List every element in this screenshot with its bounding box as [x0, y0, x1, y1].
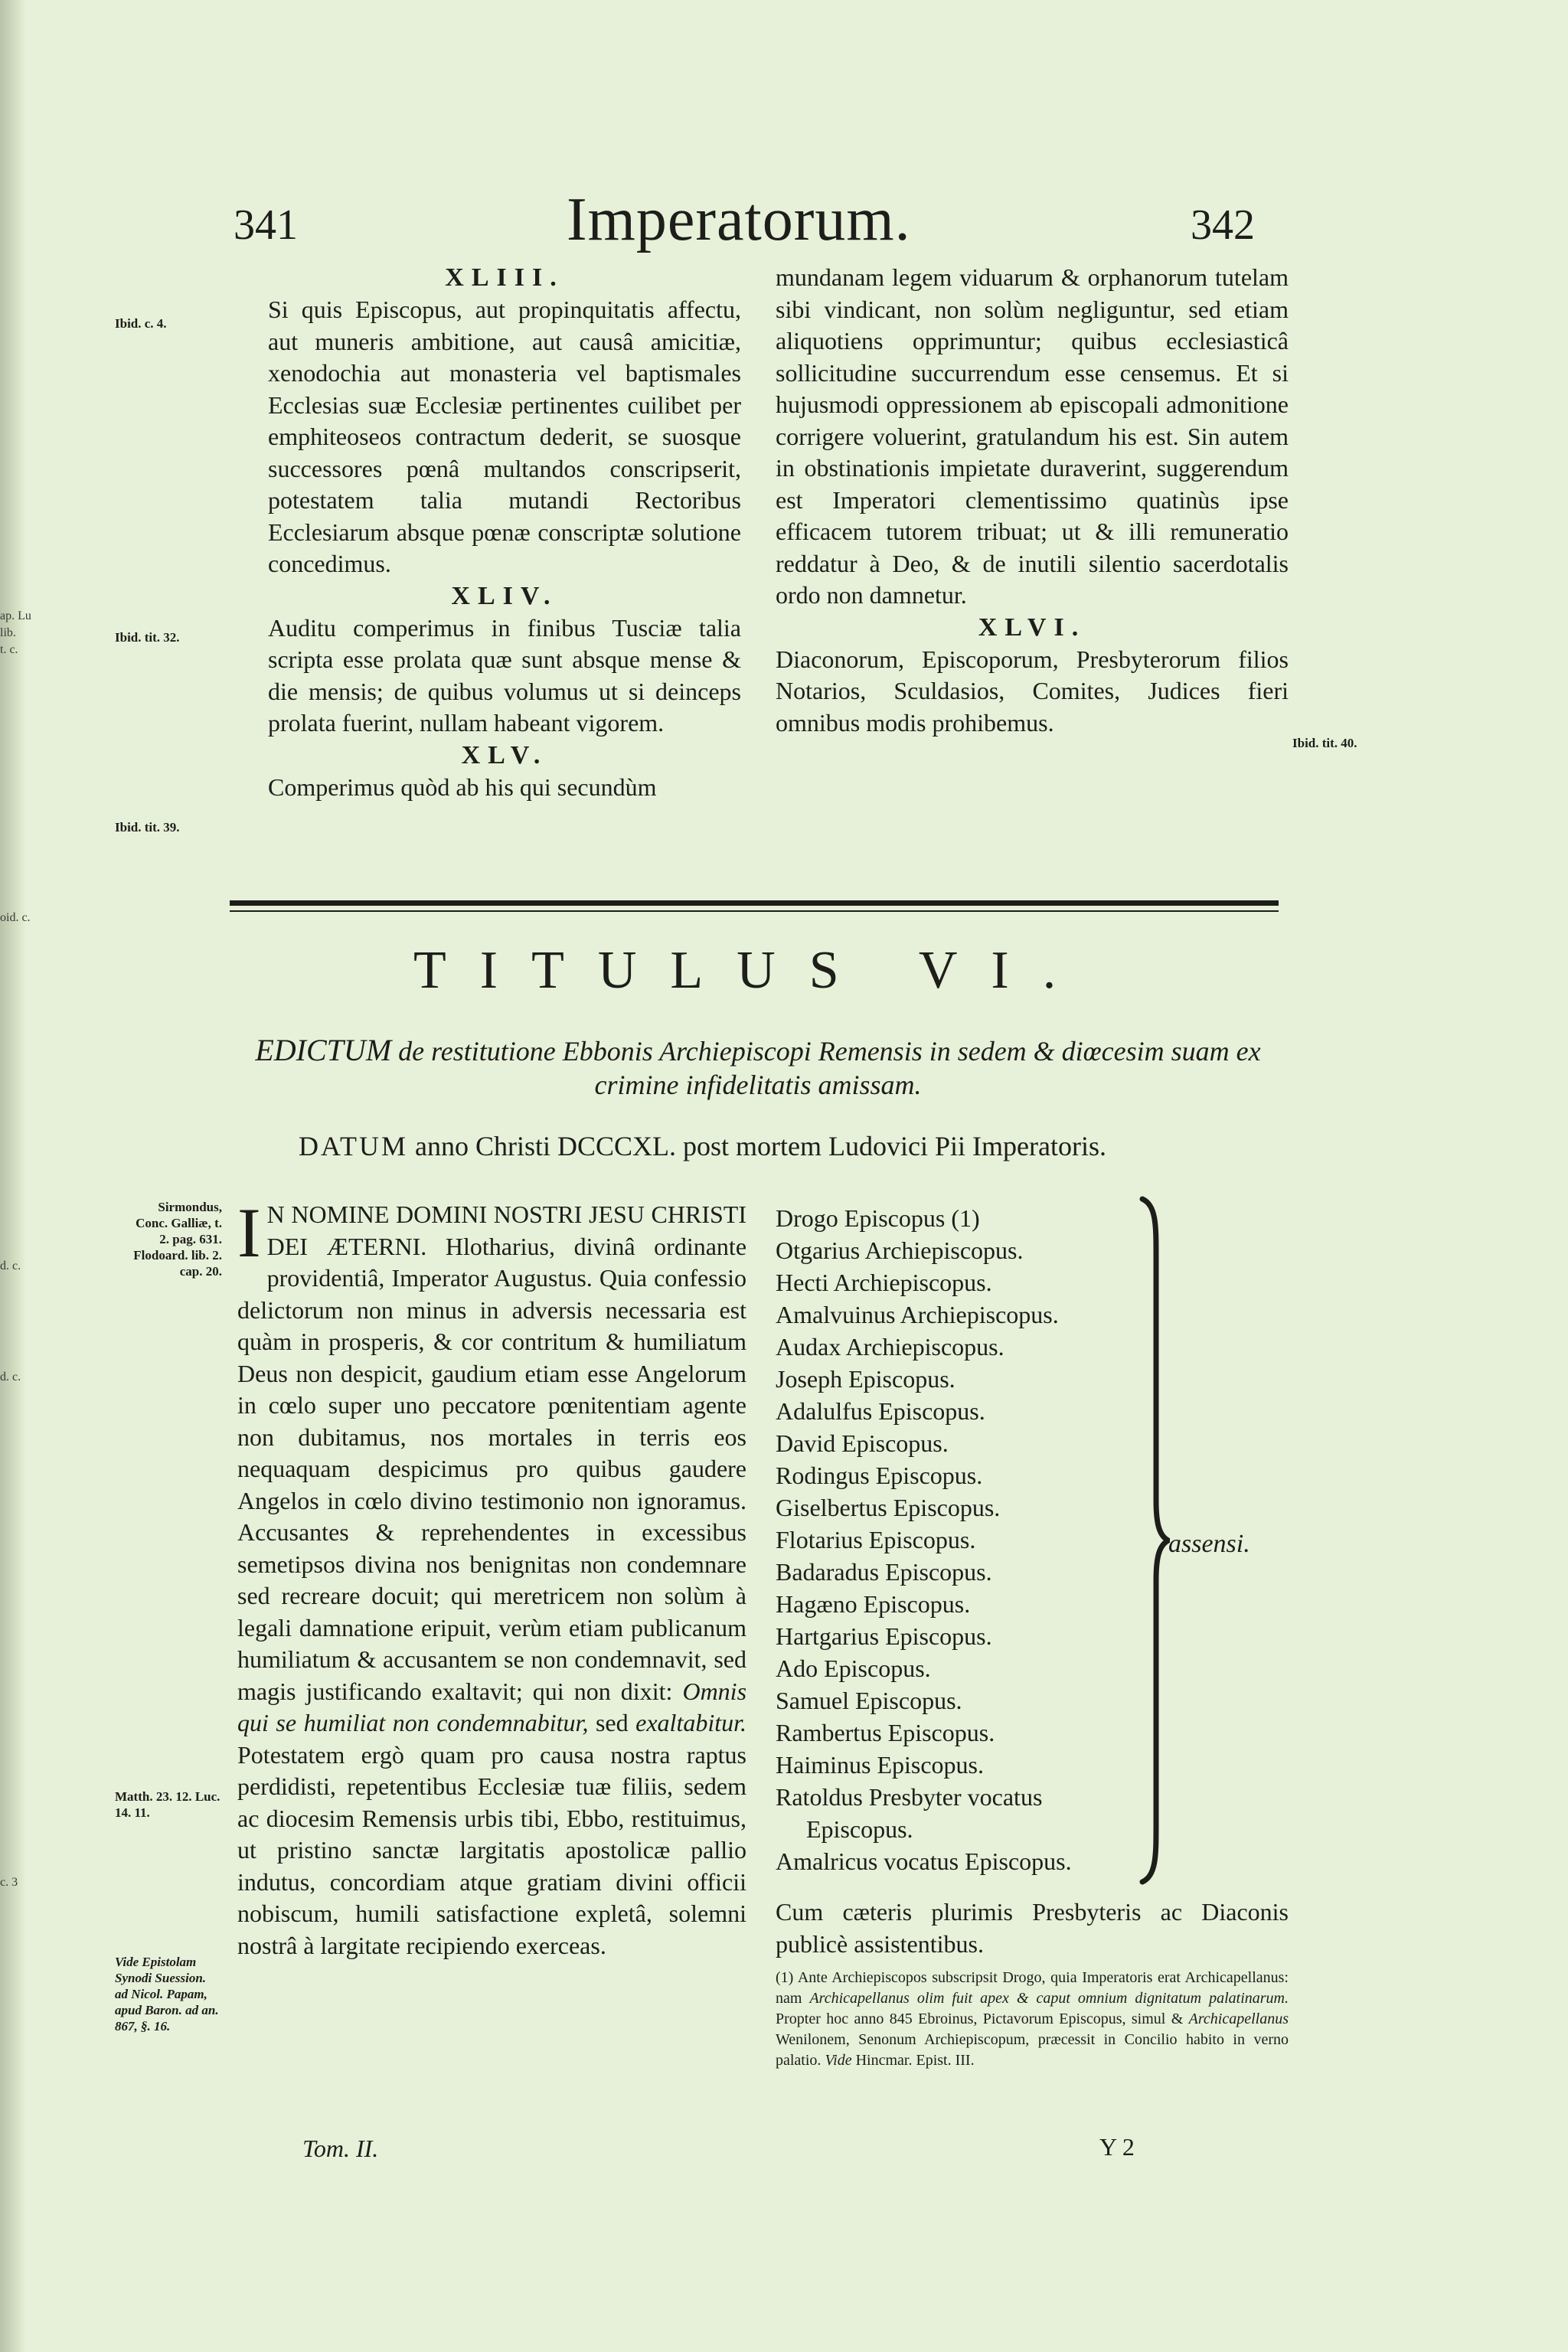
double-rule-thin [230, 910, 1279, 912]
signatory-list [776, 1202, 1072, 1877]
signatory: Haiminus Episcopus. [776, 1751, 984, 1779]
margin-note-vide: Vide Epistolam Synodi Suession. ad Nicol. Papam, apud Baron. ad an. 867, §. 16. [115, 1955, 219, 2034]
gutter-note: c. 3 [0, 1876, 18, 1889]
footnote-part: Vide [825, 2052, 852, 2069]
signatory: Ratoldus Presbyter vocatus [776, 1783, 1043, 1811]
right-page-number: 342 [1191, 201, 1255, 249]
signatory: Adalulfus Episcopus. [776, 1397, 985, 1425]
left-page-number: 341 [234, 201, 298, 249]
signatory: Badaradus Episcopus. [776, 1558, 992, 1586]
datum-rest: anno Christi DCCCXL. post mortem Ludovici Pii Imperatoris. [415, 1131, 1106, 1161]
signatory: Samuel Episcopus. [776, 1687, 962, 1714]
margin-note-46: Ibid. tit. 40. [1292, 736, 1357, 750]
signatory: Drogo Episcopus (1) [776, 1204, 980, 1232]
edict-quote-1: Omnis qui se humiliat non condemnabitur, [237, 1677, 747, 1736]
edictum-lead: EDICTUM [255, 1033, 392, 1067]
edict-body [237, 1194, 747, 1962]
section-heading-46: XLVI. [978, 612, 1086, 642]
gutter-note: t. c. [0, 643, 18, 656]
edictum-rest: de restitutione Ebbonis Archiepiscopi Remensis in sedem & diœcesim suam ex crimine infidelitatis amissam. [398, 1036, 1261, 1100]
section-heading-45: XLV. [461, 740, 548, 769]
signatory: Amalricus vocatus Episcopus. [776, 1847, 1072, 1875]
section-text-43: Si quis Episcopus, aut propinquitatis affectu, aut muneris ambitione, aut causâ amicitiæ, xenodochia aut monasteria vel baptismales Ecclesias suæ Ecclesiæ pertinentes cuilibet per emphiteoseos contractum dederit, se suosque successores pœnâ multandos conscripserit, potestatem talia mutandi Rectoribus Ecclesiarum absque pœnæ conscriptæ solutione concedimus. [268, 296, 741, 577]
datum-line [299, 1130, 1106, 1162]
signatory: Joseph Episcopus. [776, 1365, 956, 1393]
gutter-note: d. c. [0, 1370, 21, 1383]
edict-text-3: Potestatem ergò quam pro causa nostra raptus perdidisti, repetentibus Ecclesiæ tuæ filiis, sedem ac diocesim Remensis urbis tibi, Ebbo, restituimus, ut pristino sanctæ largitatis apostolicæ pallio indutus, concordiam atque gratiam divini officii nobiscum, humili satisfactione expletâ, solemni nostrâ à largitate recipiendo exerceas. [237, 1740, 746, 1959]
curly-brace [1139, 1194, 1170, 1886]
signatory: Giselbertus Episcopus. [776, 1494, 1001, 1521]
gutter-note: ap. Lu [0, 609, 31, 622]
left-column-top [268, 262, 741, 803]
edictum-subtitle [234, 1034, 1282, 1102]
footnote-part: Wenilonem, Senonum Archiepiscopum, præcessit in Concilio habito in verno palatio. [776, 2031, 1289, 2069]
footnote-part: (1) Ante Archiepiscopos subscripsit Drogo, quia Imperatoris erat Archicapellanus: nam [776, 1969, 1289, 2007]
edict-quote-2: exaltabitur. [635, 1709, 747, 1736]
datum-lead: DATUM [299, 1131, 409, 1161]
edict-opening: N NOMINE DOMINI NOSTRI JESU CHRISTI DEI ÆTERNI. [266, 1200, 746, 1260]
gutter-note: oid. c. [0, 911, 31, 924]
section-text-46: Diaconorum, Episcoporum, Presbyterorum filios Notarios, Sculdasios, Comites, Judices fieri omnibus modis prohibemus. [776, 645, 1289, 737]
signatory: Hagæno Episcopus. [776, 1590, 971, 1618]
signatory: Rambertus Episcopus. [776, 1719, 995, 1746]
signatory: Flotarius Episcopus. [776, 1526, 976, 1553]
margin-note-43: Ibid. c. 4. [115, 316, 167, 331]
signatory: Hecti Archiepiscopus. [776, 1269, 992, 1296]
gutter-note: lib. [0, 626, 16, 639]
section-heading-43: XLIII. [445, 263, 564, 292]
footnote-part: Propter hoc anno 845 Ebroinus, Pictavorum Episcopus, simul & [776, 2011, 1184, 2027]
signatory: Episcopus. [806, 1815, 913, 1843]
running-title: Imperatorum. [567, 186, 911, 253]
footnote-part: Hincmar. Epist. III. [855, 2052, 975, 2069]
edict-text-1: Hlotharius, divinâ ordinante providentiâ, Imperator Augustus. Quia confessio delictorum non minus in adversis necessaria est quàm in prosperis, & cor contritum & humiliatum Deus non despicit, gaudium etiam esse Angelorum in cœlo super uno peccatore pœnitentiam agente non dubitamus, nos mortales in terris eos nequaquam despicimus pro quibus gaudere Angelos in cœlo divino testimonio non ignoramus. Accusantes & reprehendentes in excessibus semetipsos divina nos benignitas non condemnare sed recreare docuit; qui meretricem non solùm à legali damnatione eripuit, verùm etiam publicanum humiliatum & accusantem se non condemnavit, sed magis justificando exaltavit; qui non dixit: [237, 1232, 747, 1705]
right-column-top [776, 262, 1289, 739]
margin-note-matthew: Matth. 23. 12. Luc. 14. 11. [115, 1789, 220, 1820]
gutter-note: d. c. [0, 1259, 21, 1272]
signatory: Otgarius Archiepiscopus. [776, 1236, 1024, 1264]
signatory: Hartgarius Episcopus. [776, 1622, 992, 1650]
double-rule-thick [230, 900, 1279, 906]
signatory: Ado Episcopus. [776, 1655, 931, 1682]
signatory: Amalvuinus Archiepiscopus. [776, 1301, 1059, 1328]
signatory: Audax Archiepiscopus. [776, 1333, 1004, 1361]
margin-note-44: Ibid. tit. 32. [115, 630, 180, 645]
assensi-label: assensi. [1168, 1530, 1250, 1558]
section-heading-44: XLIV. [451, 581, 558, 610]
signatory: David Episcopus. [776, 1429, 949, 1457]
margin-note-45: Ibid. tit. 39. [115, 820, 180, 835]
footnote [776, 1968, 1289, 2071]
volume-signature: Tom. II. [302, 2135, 379, 2162]
section-text-45-continued: mundanam legem viduarum & orphanorum tutelam sibi vindicant, non solùm negliguntur, sed etiam aliquotiens opprimuntur; quibus ecclesiasticâ sollicitudine succurrendum esse censemus. Et si hujusmodi oppressionem ab episcopali admonitione corrigere voluerint, gratulandum his est. Sin autem in obstinationis impietate duraverint, suggerendum est Imperatori clementissimo quatinùs ipse efficacem tutorem tribuat; ut & illi remuneratio reddatur à Deo, & de inutili silentio sacerdotalis ordo non damnetur. [776, 263, 1289, 609]
edict-text-2: sed [595, 1709, 629, 1736]
closing-text: Cum cæteris plurimis Presbyteris ac Diaconis publicè assistentibus. [776, 1898, 1289, 1958]
section-text-44: Auditu comperimus in finibus Tusciæ talia scripta esse prolata quæ sunt absque mense & die mensis; de quibus volumus ut si deinceps prolata fuerint, nullam habeant vigorem. [268, 613, 741, 737]
titulus-heading: TITULUS VI. [413, 941, 1090, 1000]
footnote-part: Archicapellanus [1188, 2011, 1289, 2027]
drop-cap: I [237, 1194, 261, 1272]
signatory: Rodingus Episcopus. [776, 1462, 983, 1489]
gathering-signature: Y 2 [1099, 2133, 1135, 2161]
margin-note-sirmond: Sirmondus, Conc. Galliæ, t. 2. pag. 631. Flodoard. lib. 2. cap. 20. [133, 1200, 222, 1279]
footnote-part: Archicapellanus olim fuit apex & caput omnium dignitatum palatinarum. [809, 1990, 1289, 2007]
section-text-45: Comperimus quòd ab his qui secundùm [268, 773, 657, 801]
book-gutter [0, 0, 26, 2352]
